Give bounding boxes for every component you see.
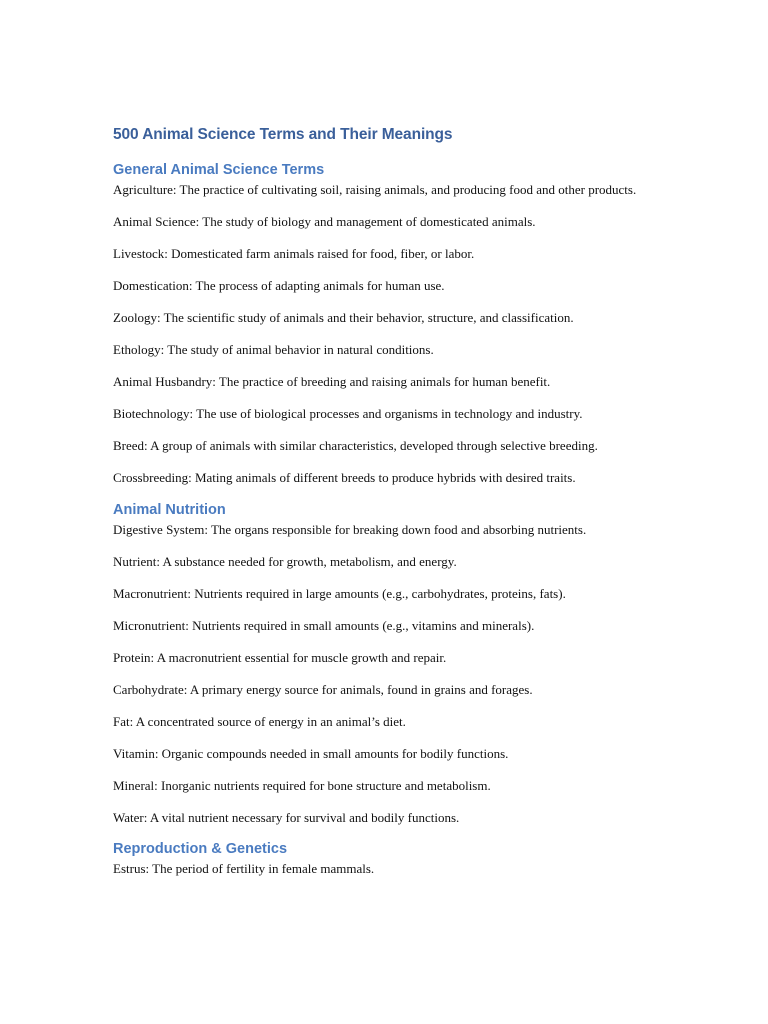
term-entry: Micronutrient: Nutrients required in small amounts (e.g., vitamins and minerals). bbox=[113, 617, 535, 633]
term-entry: Animal Husbandry: The practice of breeding and raising animals for human benefit. bbox=[113, 374, 551, 389]
term-entry: Carbohydrate: A primary energy source for animals, found in grains and forages. bbox=[113, 681, 533, 697]
term-entry: Domestication: The process of adapting animals for human use. bbox=[113, 278, 445, 293]
term-entry: Biotechnology: The use of biological processes and organisms in technology and industry. bbox=[113, 406, 583, 421]
section-heading: General Animal Science Terms bbox=[113, 162, 325, 178]
term-entry: Nutrient: A substance needed for growth, metabolism, and energy. bbox=[113, 553, 457, 569]
term-entry: Fat: A concentrated source of energy in an animal’s diet. bbox=[113, 713, 406, 729]
term-entry: Zoology: The scientific study of animals and their behavior, structure, and classification. bbox=[113, 310, 574, 325]
term-entry: Estrus: The period of fertility in female mammals. bbox=[113, 861, 375, 876]
term-entry: Livestock: Domesticated farm animals raised for food, fiber, or labor. bbox=[113, 246, 475, 261]
document-content bbox=[113, 124, 673, 891]
section-reproduction-genetics bbox=[113, 839, 673, 879]
term-entry: Water: A vital nutrient necessary for survival and bodily functions. bbox=[113, 809, 460, 825]
term-entry: Vitamin: Organic compounds needed in small amounts for bodily functions. bbox=[113, 745, 509, 761]
section-animal-nutrition bbox=[113, 500, 673, 828]
term-entry: Digestive System: The organs responsible for breaking down food and absorbing nutrients. bbox=[113, 521, 587, 537]
term-entry: Ethology: The study of animal behavior in natural conditions. bbox=[113, 342, 434, 357]
term-entry: Animal Science: The study of biology and management of domesticated animals. bbox=[113, 214, 536, 229]
term-entry: Protein: A macronutrient essential for muscle growth and repair. bbox=[113, 649, 447, 665]
term-entry: Mineral: Inorganic nutrients required for bone structure and metabolism. bbox=[113, 777, 491, 793]
document-title: 500 Animal Science Terms and Their Meanings bbox=[113, 126, 453, 143]
term-entry: Agriculture: The practice of cultivating soil, raising animals, and producing food and other products. bbox=[113, 182, 637, 197]
term-entry: Crossbreeding: Mating animals of different breeds to produce hybrids with desired traits. bbox=[113, 470, 576, 485]
section-heading: Reproduction & Genetics bbox=[113, 841, 288, 857]
section-heading: Animal Nutrition bbox=[113, 501, 226, 518]
section-general-terms bbox=[113, 160, 673, 488]
term-entry: Macronutrient: Nutrients required in large amounts (e.g., carbohydrates, proteins, fats). bbox=[113, 585, 566, 601]
term-entry: Breed: A group of animals with similar characteristics, developed through selective breeding. bbox=[113, 438, 598, 453]
